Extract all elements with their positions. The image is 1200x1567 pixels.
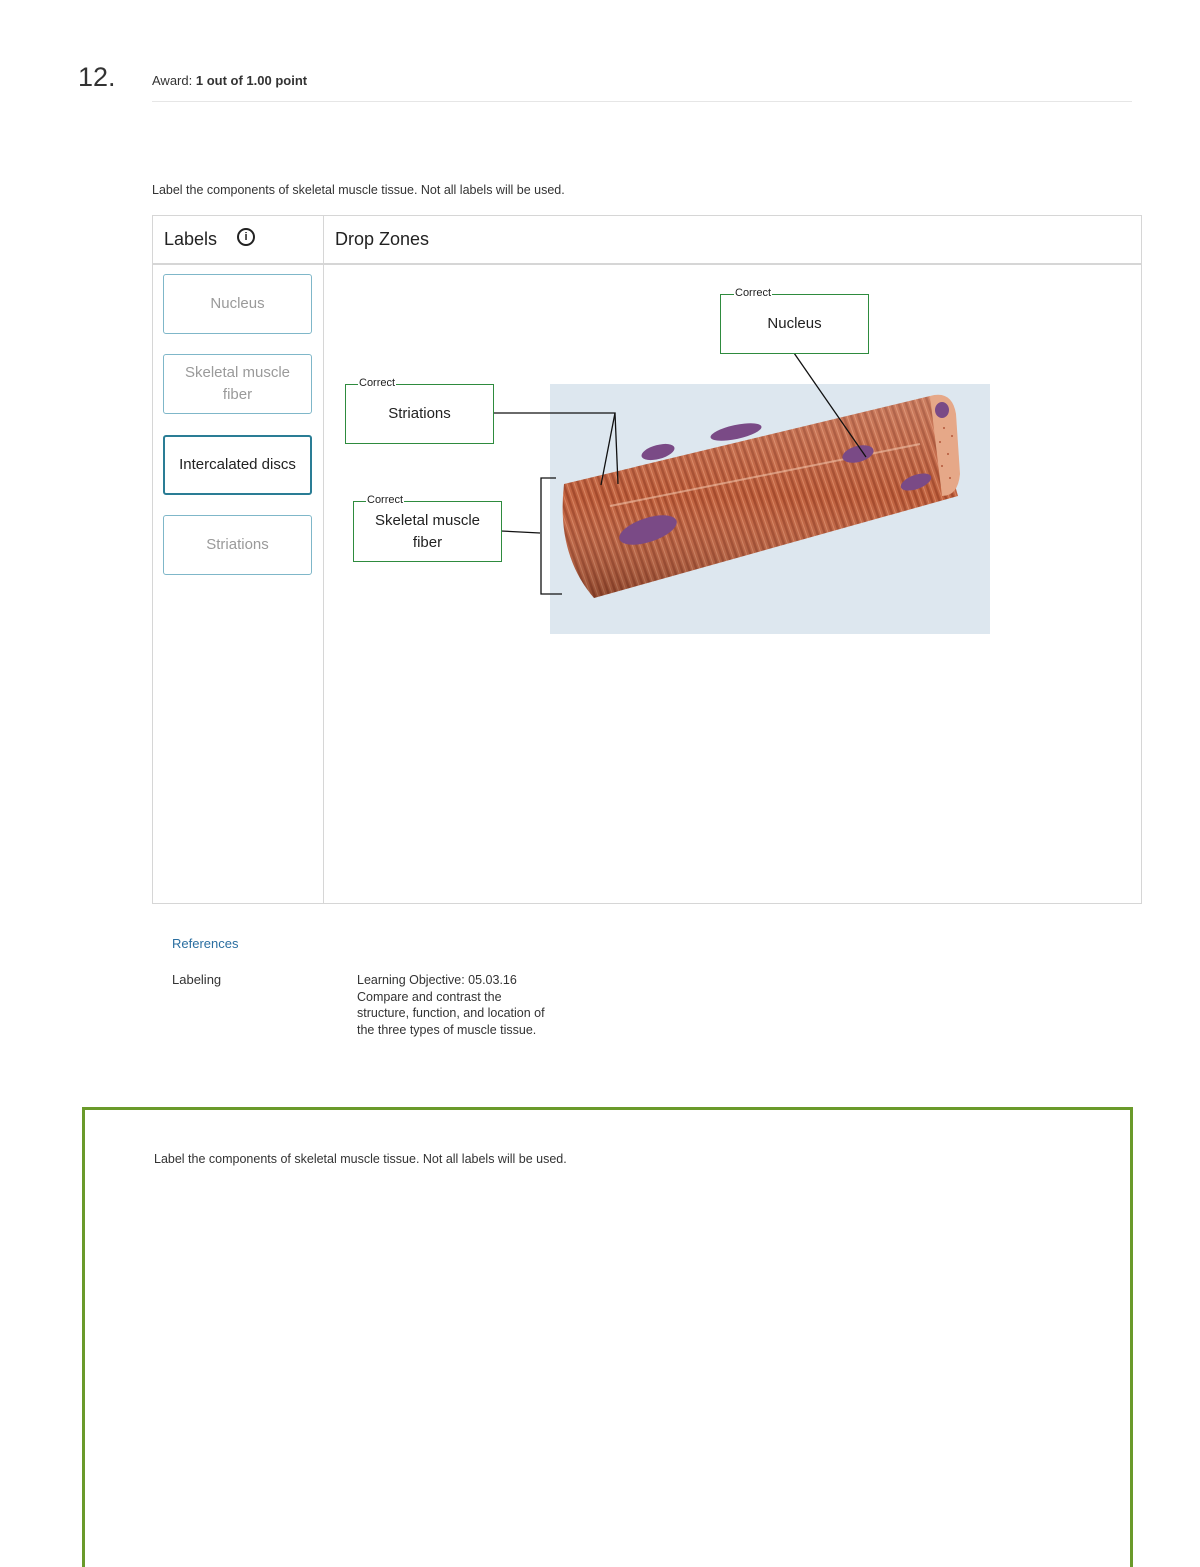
award-prefix: Award: bbox=[152, 73, 193, 88]
drop-zones-header: Drop Zones bbox=[335, 229, 430, 249]
reference-type: Labeling bbox=[172, 972, 222, 987]
award-value: 1 out of 1.00 point bbox=[195, 73, 308, 88]
drop-zone-nucleus[interactable] bbox=[720, 294, 869, 354]
label-intercalated-discs[interactable]: Intercalated discs bbox=[163, 435, 312, 495]
drop-zone-skeletal-muscle-fiber[interactable] bbox=[353, 501, 502, 562]
learning-objective: Learning Objective: 05.03.16 Compare and contrast the structure, function, and location of the three types of muscle tissue. bbox=[357, 973, 545, 1037]
fiber-leader-line bbox=[501, 531, 540, 533]
striations-leader-line bbox=[615, 413, 618, 484]
striations-leader-line bbox=[494, 413, 615, 485]
drop-zone-striations[interactable] bbox=[345, 384, 494, 444]
label-striations[interactable]: Striations bbox=[163, 515, 312, 575]
fiber-bracket bbox=[541, 478, 562, 594]
label-skeletal-muscle-fiber[interactable]: Skeletal muscle fiber bbox=[163, 354, 312, 414]
references-link[interactable]: References bbox=[172, 936, 239, 951]
correct-badge: Correct bbox=[359, 377, 396, 389]
drop-zone-label: Skeletal muscle fiber bbox=[374, 511, 481, 551]
label-nucleus[interactable]: Nucleus bbox=[163, 274, 312, 334]
drop-zone-label: Nucleus bbox=[767, 315, 822, 332]
question-number: 12. bbox=[78, 62, 116, 92]
drop-zone-label: Striations bbox=[388, 405, 451, 422]
labels-header: Labels bbox=[164, 229, 218, 249]
correct-badge: Correct bbox=[367, 494, 404, 506]
correct-badge: Correct bbox=[735, 287, 772, 299]
instruction-text: Label the components of skeletal muscle tissue. Not all labels will be used. bbox=[152, 183, 565, 197]
feedback-instruction-text: Label the components of skeletal muscle tissue. Not all labels will be used. bbox=[154, 1152, 567, 1166]
info-icon[interactable]: i bbox=[237, 228, 255, 246]
nucleus-leader-line bbox=[794, 353, 866, 457]
feedback-panel bbox=[82, 1107, 1133, 1567]
